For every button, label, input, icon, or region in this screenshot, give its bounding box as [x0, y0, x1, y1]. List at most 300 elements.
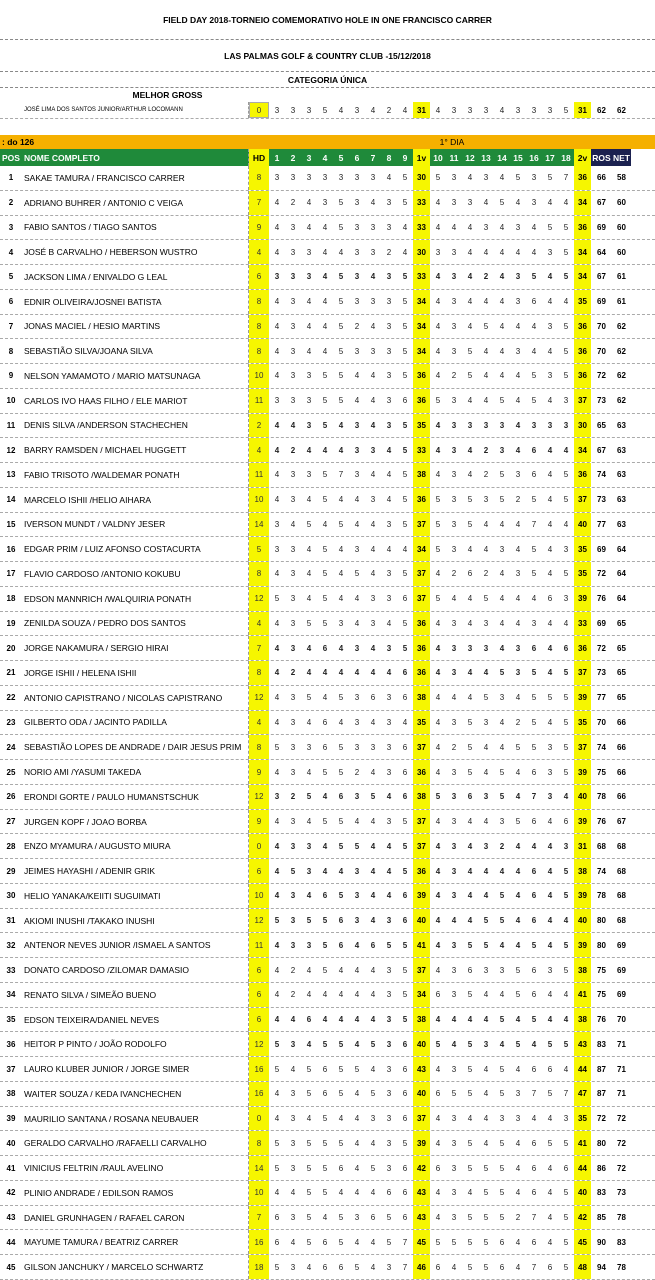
row-handicap: 16 [249, 1230, 269, 1254]
category-title: CATEGORIA ÚNICA [0, 72, 655, 88]
row-hole-14: 3 [499, 445, 505, 455]
row-gross: 66 [597, 173, 606, 183]
table-row [0, 1082, 655, 1107]
row-player-names: EDSON TEIXEIRA/DANIEL NEVES [22, 1008, 249, 1032]
row-hole-3: 4 [306, 198, 312, 208]
row-hole-13: 5 [483, 1213, 489, 1223]
row-hole-11: 3 [451, 1114, 457, 1124]
row-position: 37 [6, 1064, 16, 1074]
row-position: 44 [6, 1237, 16, 1247]
row-hole-7: 4 [370, 817, 376, 827]
row-hole-16: 7 [531, 519, 537, 529]
row-position: 39 [6, 1114, 16, 1124]
row-hole-3: 4 [306, 544, 312, 554]
row-hole-8: 3 [386, 916, 392, 926]
row-net: 66 [617, 767, 626, 777]
row-hole-6: 3 [354, 792, 360, 802]
table-row [0, 438, 655, 463]
row-gross: 75 [597, 990, 606, 1000]
row-hole-17: 4 [547, 297, 553, 307]
row-hole-1: 4 [274, 198, 280, 208]
row-gross: 77 [597, 519, 606, 529]
row-hole-12: 5 [467, 940, 473, 950]
row-gross: 85 [597, 1213, 606, 1223]
row-hole-5: 4 [338, 1114, 344, 1124]
row-back-total: 36 [574, 166, 591, 190]
row-back-total: 40 [574, 1181, 591, 1205]
row-hole-11: 3 [451, 495, 457, 505]
row-handicap: 8 [249, 290, 269, 314]
row-hole-12: 5 [467, 1089, 473, 1099]
row-hole-5: 7 [338, 470, 344, 480]
row-hole-17: 6 [547, 1064, 553, 1074]
row-hole-12: 4 [467, 297, 473, 307]
row-gross: 67 [597, 272, 606, 282]
row-net: 83 [617, 1237, 626, 1247]
row-hole-2: 3 [290, 841, 296, 851]
row-net: 65 [617, 668, 626, 678]
col-header-hole-18: 18 [558, 149, 574, 166]
row-hole-6: 4 [354, 1039, 360, 1049]
row-hole-15: 4 [515, 371, 521, 381]
row-hole-12: 3 [467, 420, 473, 430]
row-hole-9: 5 [402, 990, 408, 1000]
row-hole-2: 3 [290, 544, 296, 554]
day-bar-left: : do 126 [2, 137, 35, 147]
row-gross: 76 [597, 817, 606, 827]
row-hole-17: 4 [547, 519, 553, 529]
row-hole-18: 5 [563, 940, 569, 950]
row-hole-17: 3 [547, 321, 553, 331]
row-hole-17: 5 [547, 1039, 553, 1049]
col-header-hole-7: 7 [365, 149, 381, 166]
row-hole-3: 3 [306, 470, 312, 480]
row-hole-12: 4 [467, 817, 473, 827]
row-hole-14: 5 [499, 396, 505, 406]
row-hole-1: 4 [274, 767, 280, 777]
row-hole-12: 4 [467, 693, 473, 703]
row-hole-8: 3 [386, 1064, 392, 1074]
row-hole-11: 4 [451, 222, 457, 232]
row-gross: 83 [597, 1039, 606, 1049]
row-hole-2: 3 [290, 693, 296, 703]
row-hole-11: 3 [451, 420, 457, 430]
row-hole-16: 7 [531, 1262, 537, 1272]
row-back-total: 40 [574, 513, 591, 537]
row-hole-15: 4 [515, 396, 521, 406]
row-handicap: 4 [249, 711, 269, 735]
row-hole-9: 4 [402, 544, 408, 554]
row-hole-2: 2 [290, 792, 296, 802]
row-hole-13: 3 [483, 1039, 489, 1049]
row-front-total: 43 [413, 1206, 430, 1230]
row-hole-2: 2 [290, 990, 296, 1000]
row-hole-1: 4 [274, 346, 280, 356]
row-hole-8: 3 [386, 222, 392, 232]
table-row [0, 240, 655, 265]
row-back-total: 45 [574, 1230, 591, 1254]
row-hole-18: 3 [563, 1114, 569, 1124]
row-hole-8: 4 [386, 668, 392, 678]
row-handicap: 12 [249, 1032, 269, 1056]
row-position: 42 [6, 1188, 16, 1198]
row-hole-11: 2 [451, 742, 457, 752]
row-hole-8: 3 [386, 1262, 392, 1272]
row-hole-10: 4 [435, 1064, 441, 1074]
row-hole-13: 3 [483, 717, 489, 727]
row-hole-16: 5 [531, 544, 537, 554]
row-net: 60 [617, 222, 626, 232]
row-hole-18: 5 [563, 1262, 569, 1272]
row-hole-5: 5 [338, 371, 344, 381]
row-hole-13: 2 [483, 445, 489, 455]
row-position: 20 [6, 643, 16, 653]
row-hole-5: 5 [338, 1089, 344, 1099]
row-hole-13: 3 [483, 841, 489, 851]
row-hole-15: 4 [515, 841, 521, 851]
row-position: 35 [6, 1015, 16, 1025]
row-hole-15: 4 [515, 891, 521, 901]
row-handicap: 11 [249, 389, 269, 413]
table-row [0, 191, 655, 216]
row-hole-17: 4 [547, 668, 553, 678]
row-hole-8: 4 [386, 495, 392, 505]
row-hole-13: 4 [483, 247, 489, 257]
row-hole-10: 4 [435, 346, 441, 356]
row-handicap: 10 [249, 488, 269, 512]
row-hole-5: 4 [338, 866, 344, 876]
row-hole-14: 5 [499, 1213, 505, 1223]
row-hole-17: 4 [547, 544, 553, 554]
row-hole-14: 4 [499, 519, 505, 529]
row-hole-5: 5 [338, 396, 344, 406]
row-handicap: 12 [249, 587, 269, 611]
row-hole-14: 5 [499, 1015, 505, 1025]
table-row [0, 760, 655, 785]
row-hole-4: 4 [322, 222, 328, 232]
row-hole-12: 4 [467, 1015, 473, 1025]
row-hole-4: 5 [322, 569, 328, 579]
row-hole-16: 7 [531, 1089, 537, 1099]
row-hole-10: 4 [435, 767, 441, 777]
row-hole-6: 3 [354, 643, 360, 653]
row-net: 62 [617, 371, 626, 381]
row-front-total: 36 [413, 760, 430, 784]
row-front-total: 43 [413, 1181, 430, 1205]
row-hole-16: 6 [531, 990, 537, 1000]
row-hole-8: 3 [386, 396, 392, 406]
row-position: 28 [6, 841, 16, 851]
row-hole-4: 4 [322, 519, 328, 529]
row-position: 27 [6, 817, 16, 827]
row-position: 3 [8, 222, 14, 232]
row-hole-5: 4 [338, 1015, 344, 1025]
row-hole-16: 4 [531, 594, 537, 604]
row-hole-15: 5 [515, 1039, 521, 1049]
row-front-total: 39 [413, 884, 430, 908]
row-hole-4: 5 [322, 396, 328, 406]
row-hole-3: 4 [306, 643, 312, 653]
row-hole-11: 3 [451, 668, 457, 678]
row-hole-2: 3 [290, 569, 296, 579]
row-hole-8: 4 [386, 792, 392, 802]
row-front-total: 38 [413, 1008, 430, 1032]
row-hole-8: 3 [386, 346, 392, 356]
row-hole-13: 4 [483, 544, 489, 554]
row-hole-15: 3 [515, 346, 521, 356]
row-hole-11: 3 [451, 321, 457, 331]
row-hole-3: 5 [306, 1138, 312, 1148]
row-position: 25 [6, 767, 16, 777]
row-hole-8: 3 [386, 643, 392, 653]
row-hole-14: 5 [499, 668, 505, 678]
row-hole-15: 5 [515, 173, 521, 183]
row-hole-9: 6 [402, 1089, 408, 1099]
row-hole-17: 6 [547, 1262, 553, 1272]
row-hole-2: 3 [290, 1138, 296, 1148]
table-row [0, 463, 655, 488]
row-hole-7: 6 [370, 1213, 376, 1223]
day-bar-center: 1° DIA [439, 137, 465, 147]
row-hole-6: 3 [354, 717, 360, 727]
row-hole-10: 4 [435, 222, 441, 232]
row-hole-14: 5 [499, 792, 505, 802]
row-hole-7: 4 [370, 643, 376, 653]
row-handicap: 12 [249, 909, 269, 933]
row-hole-1: 4 [274, 371, 280, 381]
row-hole-6: 3 [354, 247, 360, 257]
row-hole-3: 4 [306, 1262, 312, 1272]
row-back-total: 31 [574, 834, 591, 858]
row-hole-18: 5 [563, 346, 569, 356]
row-net: 72 [617, 1163, 626, 1173]
row-hole-14: 5 [499, 470, 505, 480]
row-hole-13: 4 [483, 1138, 489, 1148]
row-gross: 70 [597, 717, 606, 727]
row-hole-15: 4 [515, 1064, 521, 1074]
row-hole-18: 4 [563, 297, 569, 307]
row-hole-2: 3 [290, 346, 296, 356]
row-hole-8: 3 [386, 990, 392, 1000]
row-player-names: JONAS MACIEL / HESIO MARTINS [22, 315, 249, 339]
row-hole-11: 4 [451, 1262, 457, 1272]
row-position: 9 [8, 371, 14, 381]
row-hole-13: 4 [483, 990, 489, 1000]
row-hole-17: 3 [547, 767, 553, 777]
row-gross: 72 [597, 643, 606, 653]
row-hole-12: 4 [467, 916, 473, 926]
row-position: 31 [6, 916, 16, 926]
row-hole-12: 4 [467, 866, 473, 876]
row-hole-9: 6 [402, 891, 408, 901]
row-hole-1: 4 [274, 297, 280, 307]
row-net: 64 [617, 544, 626, 554]
table-row [0, 1230, 655, 1255]
row-hole-9: 5 [402, 470, 408, 480]
row-hole-1: 4 [274, 470, 280, 480]
row-hole-8: 3 [386, 420, 392, 430]
table-row [0, 933, 655, 958]
row-hole-15: 4 [515, 1015, 521, 1025]
row-hole-3: 4 [306, 717, 312, 727]
row-hole-3: 4 [306, 1039, 312, 1049]
row-hole-5: 5 [338, 891, 344, 901]
row-hole-1: 4 [274, 717, 280, 727]
row-hole-12: 4 [467, 841, 473, 851]
table-row [0, 1008, 655, 1033]
row-hole-16: 4 [531, 222, 537, 232]
row-hole-6: 3 [354, 198, 360, 208]
row-hole-10: 4 [435, 841, 441, 851]
table-row [0, 636, 655, 661]
row-hole-4: 4 [322, 1015, 328, 1025]
row-hole-8: 3 [386, 767, 392, 777]
row-hole-15: 3 [515, 222, 521, 232]
table-row [0, 414, 655, 439]
row-net: 71 [617, 1039, 626, 1049]
row-net: 62 [617, 346, 626, 356]
row-hole-7: 4 [370, 371, 376, 381]
row-hole-18: 7 [563, 1089, 569, 1099]
row-player-names: NORIO AMI /YASUMI TAKEDA [22, 760, 249, 784]
row-hole-8: 4 [386, 891, 392, 901]
row-hole-10: 5 [435, 544, 441, 554]
row-front-total: 35 [413, 414, 430, 438]
row-hole-10: 4 [435, 717, 441, 727]
row-hole-4: 5 [322, 1163, 328, 1173]
row-front-total: 39 [413, 1131, 430, 1155]
row-handicap: 8 [249, 661, 269, 685]
row-hole-2: 2 [290, 198, 296, 208]
row-hole-14: 5 [499, 198, 505, 208]
gross-hole-17: 3 [547, 105, 553, 115]
row-hole-7: 4 [370, 841, 376, 851]
row-hole-1: 4 [274, 965, 280, 975]
row-hole-8: 4 [386, 173, 392, 183]
row-hole-6: 4 [354, 990, 360, 1000]
row-position: 19 [6, 618, 16, 628]
row-position: 6 [8, 297, 14, 307]
row-hole-17: 3 [547, 742, 553, 752]
row-hole-11: 3 [451, 297, 457, 307]
row-hole-9: 7 [402, 1262, 408, 1272]
row-hole-10: 4 [435, 916, 441, 926]
row-hole-17: 4 [547, 396, 553, 406]
row-hole-6: 3 [354, 916, 360, 926]
row-hole-4: 4 [322, 990, 328, 1000]
row-net: 69 [617, 940, 626, 950]
row-hole-16: 5 [531, 371, 537, 381]
row-hole-10: 4 [435, 420, 441, 430]
gross-hole-8: 2 [386, 105, 392, 115]
row-hole-11: 3 [451, 618, 457, 628]
row-hole-16: 7 [531, 1213, 537, 1223]
row-hole-2: 4 [290, 1188, 296, 1198]
row-hole-3: 4 [306, 1114, 312, 1124]
table-row [0, 810, 655, 835]
row-hole-12: 5 [467, 717, 473, 727]
row-hole-17: 4 [547, 817, 553, 827]
row-hole-11: 5 [451, 1237, 457, 1247]
row-hole-13: 3 [483, 173, 489, 183]
row-hole-15: 4 [515, 1138, 521, 1148]
row-hole-11: 3 [451, 1213, 457, 1223]
row-hole-18: 5 [563, 247, 569, 257]
row-position: 34 [6, 990, 16, 1000]
row-hole-16: 3 [531, 198, 537, 208]
row-hole-9: 5 [402, 272, 408, 282]
row-hole-13: 5 [483, 1237, 489, 1247]
row-hole-9: 6 [402, 1114, 408, 1124]
row-gross: 70 [597, 321, 606, 331]
col-header-hole-10: 10 [430, 149, 446, 166]
row-hole-18: 4 [563, 1015, 569, 1025]
row-hole-12: 5 [467, 495, 473, 505]
row-hole-3: 4 [306, 891, 312, 901]
row-front-total: 33 [413, 191, 430, 215]
row-hole-1: 4 [274, 618, 280, 628]
tournament-title: FIELD DAY 2018-TORNEIO COMEMORATIVO HOLE IN ONE FRANCISCO CARRER [0, 0, 655, 40]
row-hole-17: 5 [547, 693, 553, 703]
row-hole-16: 6 [531, 1237, 537, 1247]
row-hole-7: 4 [370, 470, 376, 480]
row-hole-1: 6 [274, 1237, 280, 1247]
table-row [0, 265, 655, 290]
row-hole-10: 4 [435, 445, 441, 455]
row-hole-2: 4 [290, 1237, 296, 1247]
row-hole-15: 4 [515, 1262, 521, 1272]
row-hole-18: 3 [563, 544, 569, 554]
row-hole-16: 4 [531, 1114, 537, 1124]
gross-hole-16: 3 [531, 105, 537, 115]
row-handicap: 7 [249, 191, 269, 215]
row-hole-13: 4 [483, 866, 489, 876]
row-hole-15: 4 [515, 247, 521, 257]
row-hole-2: 3 [290, 495, 296, 505]
row-hole-6: 4 [354, 1188, 360, 1198]
row-hole-9: 5 [402, 618, 408, 628]
col-header-hole-11: 11 [446, 149, 462, 166]
row-hole-18: 5 [563, 965, 569, 975]
row-hole-3: 3 [306, 841, 312, 851]
row-hole-4: 5 [322, 1138, 328, 1148]
row-hole-1: 4 [274, 817, 280, 827]
row-hole-8: 3 [386, 198, 392, 208]
row-back-total: 35 [574, 290, 591, 314]
row-hole-9: 5 [402, 173, 408, 183]
row-hole-4: 5 [322, 594, 328, 604]
row-hole-14: 4 [499, 618, 505, 628]
row-hole-4: 6 [322, 717, 328, 727]
row-hole-11: 3 [451, 470, 457, 480]
row-hole-11: 3 [451, 717, 457, 727]
row-hole-2: 3 [290, 1163, 296, 1173]
row-player-names: JOSÉ B CARVALHO / HEBERSON WUSTRO [22, 240, 249, 264]
row-hole-5: 5 [338, 1064, 344, 1074]
row-player-names: SEBASTIÃO SILVA/JOANA SILVA [22, 339, 249, 363]
row-hole-14: 2 [499, 841, 505, 851]
row-hole-6: 4 [354, 1015, 360, 1025]
row-hole-16: 4 [531, 247, 537, 257]
row-position: 17 [6, 569, 16, 579]
row-hole-2: 4 [290, 420, 296, 430]
row-gross: 78 [597, 891, 606, 901]
row-hole-8: 5 [386, 1213, 392, 1223]
row-player-names: DENIS SILVA /ANDERSON STACHECHEN [22, 414, 249, 438]
row-hole-7: 4 [370, 891, 376, 901]
row-hole-1: 4 [274, 693, 280, 703]
row-hole-18: 6 [563, 1163, 569, 1173]
